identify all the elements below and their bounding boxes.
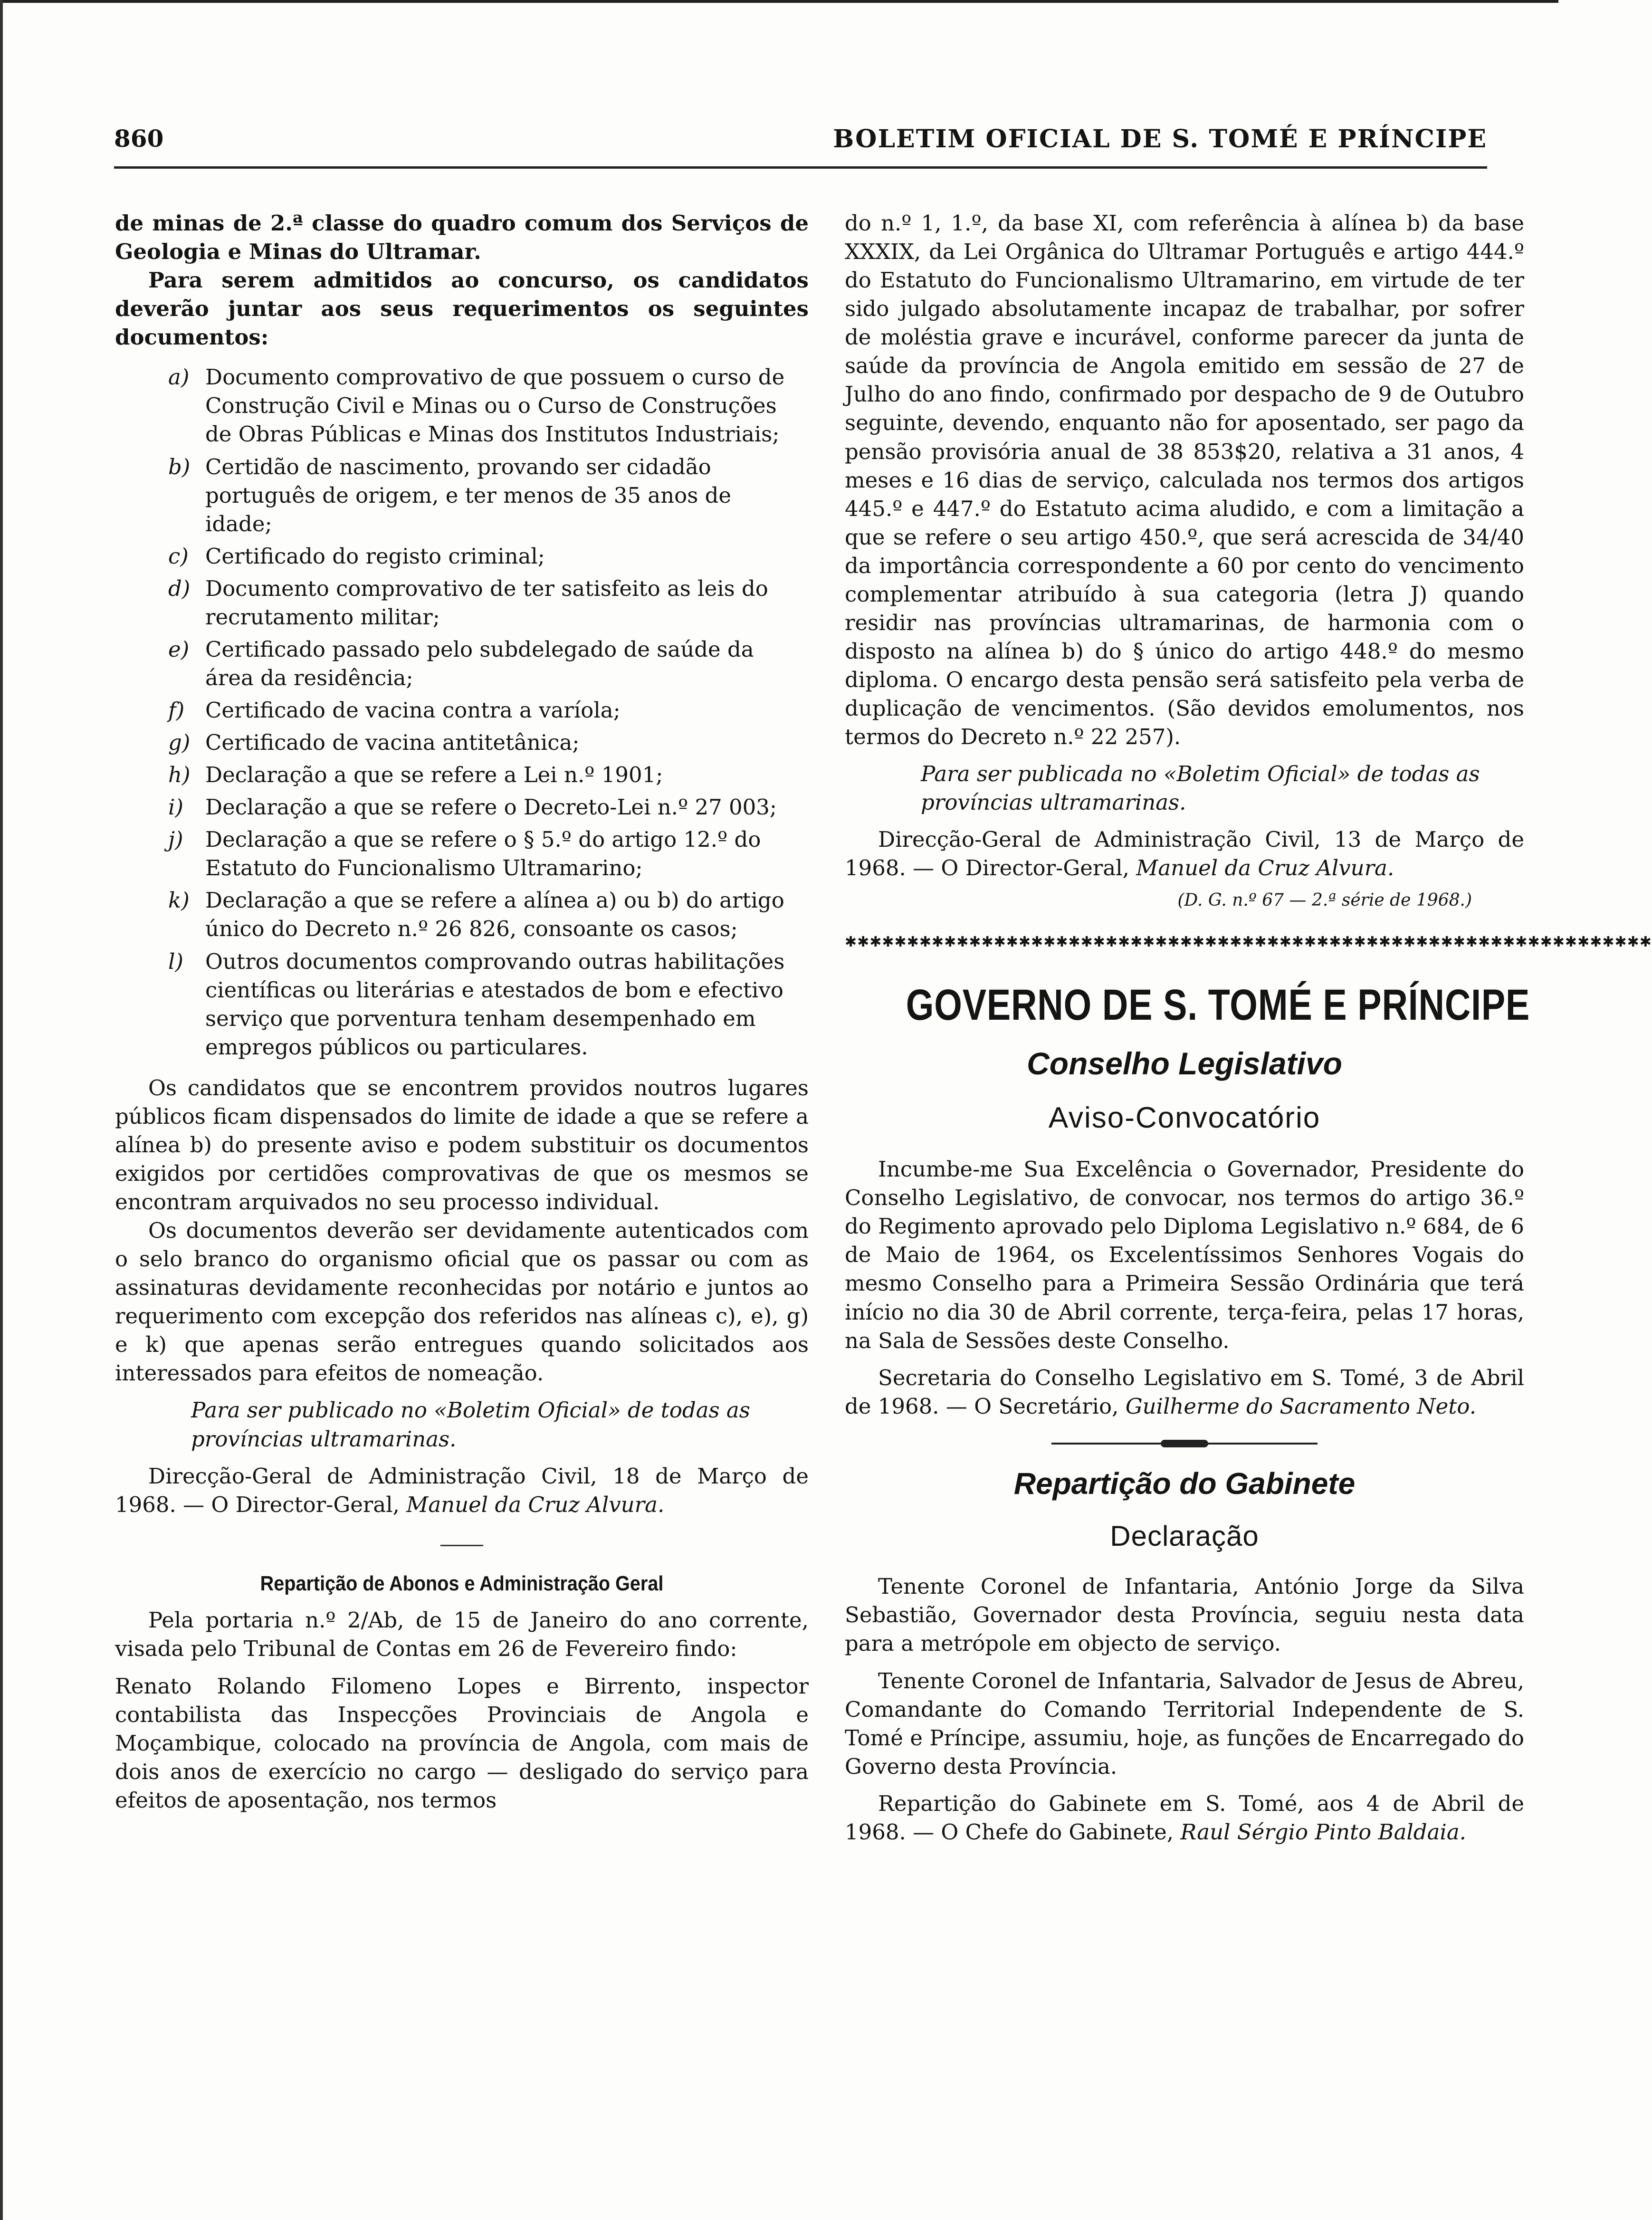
list-item: i) Declaração a que se refere o Decreto-Lei n.º 27 003;: [168, 794, 777, 820]
signatory-name: Manuel da Cruz Alvura.: [1136, 855, 1394, 881]
signature-block: Direcção-Geral de Administração Civil, 18 de Março de 1968. — O Director-Geral, Manuel da Cruz Alvura.: [115, 1463, 809, 1517]
journal-title: BOLETIM OFICIAL DE S. TOMÉ E PRÍNCIPE: [833, 124, 1487, 153]
signatory-name: Raul Sérgio Pinto Baldaia.: [1180, 1819, 1466, 1845]
scan-border-left: [0, 0, 3, 2220]
government-title: GOVERNO DE S. TOMÉ E PRÍNCIPE: [906, 980, 1530, 1029]
list-item: j) Declaração a que se refere o § 5.º do artigo 12.º do Estatuto do Funcionalismo Ultramarino;: [168, 827, 761, 881]
diario-citation: (D. G. n.º 67 — 2.ª série de 1968.): [1177, 890, 1472, 910]
continuation-paragraph: do n.º 1, 1.º, da base XI, com referência à alínea b) da base XXXIX, da Lei Orgânica do Ultramar Português e artigo 444.º do Estatuto do Funcionalismo Ultramarino, em virtude de ter sido julgado absolutamente incapaz de trabalhar, por sofrer de moléstia grave e incurável, conforme parecer da junta de saúde da província de Angola emitido em sessão de 27 de Julho do ano findo, confirmado por despacho de 9 de Outubro seguinte, devendo, enquanto não for aposentado, ser pago da pensão provisória anual de 38 853$20, relativa a 31 anos, 4 meses e 16 dias de serviço, calculada nos termos dos artigos 445.º e 447.º do Estatuto acima aludido, e com a limitação a que se refere o seu artigo 450.º, que será acrescida de 34/40 da importância correspondente a 60 por cento do vencimento complementar atribuído à sua categoria (letra J) quando residir nas províncias ultramarinas, de harmonia com o disposto na alínea b) do § único do artigo 448.º do mesmo diploma. O encargo desta pensão será satisfeito pela verba de duplicação de vencimentos. (São devidos emolumentos, nos termos do Decreto n.º 22 257).: [845, 211, 1524, 750]
list-item: h) Declaração a que se refere a Lei n.º 1901;: [168, 762, 663, 788]
signatory-name: Manuel da Cruz Alvura.: [406, 1492, 665, 1517]
section-divider: [1051, 1443, 1318, 1445]
list-item: l) Outros documentos comprovando outras habilitações científicas ou literárias e atestados de bom e efectivo serviço que porventura tenham desempenhado em empregos públicos ou particulares.: [168, 948, 785, 1060]
page-number: 860: [114, 124, 164, 153]
documents-paragraph: Para serem admitidos ao concurso, os candidatos deverão juntar aos seus requerimentos os seguintes documentos:: [115, 268, 809, 350]
renato-paragraph: Renato Rolando Filomeno Lopes e Birrento, inspector contabilista das Inspecções Provinciais de Angola e Moçambique, colocado na província de Angola, com mais de dois anos de exercício no cargo — desligado do serviço para efeitos de aposentação, nos termos: [115, 1673, 809, 1813]
list-item: b) Certidão de nascimento, provando ser cidadão português de origem, e ter menos de 35 anos de idade;: [168, 454, 732, 536]
right-column: [845, 209, 1652, 1847]
list-item: a) Documento comprovativo de que possuem o curso de Construção Civil e Minas ou o Curso de Construções de Obras Públicas e Minas dos Institutos Industriais;: [168, 364, 785, 447]
repartition-title: Repartição do Gabinete: [1013, 1466, 1356, 1501]
left-column: [115, 209, 809, 1815]
page-header: [114, 124, 1487, 163]
intro-paragraph: de minas de 2.ª classe do quadro comum dos Serviços de Geologia e Minas do Ultramar.: [115, 211, 809, 265]
aviso-title: Aviso-Convocatório: [1048, 1101, 1321, 1135]
star-divider: ✱✱✱✱✱✱✱✱✱✱✱✱✱✱✱✱✱✱✱✱✱✱✱✱✱✱✱✱✱✱✱✱✱✱✱✱✱✱✱✱✱✱✱✱✱✱✱✱✱✱✱✱✱✱✱✱✱✱✱✱✱✱✱✱✱: [845, 934, 1652, 951]
list-item: k) Declaração a que se refere a alínea a) ou b) do artigo único do Decreto n.º 26 826, consoante os casos;: [168, 888, 784, 942]
list-item: e) Certificado passado pelo subdelegado de saúde da área da residência;: [168, 636, 754, 690]
signature-block: Secretaria do Conselho Legislativo em S. Tomé, 3 de Abril de 1968. — O Secretário, Guilherme do Sacramento Neto.: [845, 1365, 1524, 1419]
list-item: g) Certificado de vacina antitetânica;: [168, 730, 580, 756]
signatory-name: Guilherme do Sacramento Neto.: [1125, 1393, 1477, 1419]
publish-note: Para ser publicada no «Boletim Oficial» de todas as províncias ultramarinas.: [921, 761, 1480, 815]
publish-note: Para ser publicado no «Boletim Oficial» de todas as províncias ultramarinas.: [191, 1397, 750, 1452]
header-rule: [114, 166, 1487, 169]
section-divider: [440, 1545, 483, 1551]
section-title: Repartição de Abonos e Administração Geral: [260, 1571, 664, 1595]
list-item: f) Certificado de vacina contra a varíola;: [168, 698, 621, 723]
document-list: [115, 363, 809, 1061]
declaration-title: Declaração: [1110, 1520, 1259, 1552]
providos-paragraph: Os candidatos que se encontrem providos noutros lugares públicos ficam dispensados do limite de idade a que se refere a alínea b) do presente aviso e podem substituir os documentos exigidos por certidões comprovativas de que os mesmos se encontram arquivados no seu processo individual.: [115, 1075, 809, 1215]
declaration-paragraph: Tenente Coronel de Infantaria, António Jorge da Silva Sebastião, Governador desta Província, seguiu nesta data para a metrópole em objecto de serviço.: [845, 1574, 1524, 1656]
list-item: c) Certificado do registo criminal;: [168, 543, 545, 569]
portaria-paragraph: Pela portaria n.º 2/Ab, de 15 de Janeiro do ano corrente, visada pelo Tribunal de Contas em 26 de Fevereiro findo:: [115, 1608, 809, 1662]
council-title: Conselho Legislativo: [1027, 1046, 1342, 1081]
signature-block: Direcção-Geral de Administração Civil, 13 de Março de 1968. — O Director-Geral, Manuel da Cruz Alvura.: [845, 827, 1524, 881]
list-item: d) Documento comprovativo de ter satisfeito as leis do recrutamento militar;: [168, 575, 768, 630]
scan-border-top: [0, 0, 1558, 3]
autenticados-paragraph: Os documentos deverão ser devidamente autenticados com o selo branco do organismo oficial que os passar ou com as assinaturas devidamente reconhecidas por notário e juntos ao requerimento com excepção dos referidos nas alíneas c), e), g) e k) que apenas serão entregues quando solicitados aos interessados para efeitos de nomeação.: [115, 1218, 809, 1386]
signature-block: Repartição do Gabinete em S. Tomé, aos 4 de Abril de 1968. — O Chefe do Gabinete, Raul Sérgio Pinto Baldaia.: [845, 1790, 1524, 1845]
declaration-paragraph: Tenente Coronel de Infantaria, Salvador de Jesus de Abreu, Comandante do Comando Territorial Independente de S. Tomé e Príncipe, assumiu, hoje, as funções de Encarregado do Governo desta Província.: [845, 1668, 1524, 1779]
aviso-paragraph: Incumbe-me Sua Excelência o Governador, Presidente do Conselho Legislativo, de convocar, nos termos do artigo 36.º do Regimento aprovado pelo Diploma Legislativo n.º 684, de 6 de Maio de 1964, os Excelentíssimos Senhores Vogais do mesmo Conselho para a Primeira Sessão Ordinária que terá início no dia 30 de Abril corrente, terça-feira, pelas 17 horas, na Sala de Sessões deste Conselho.: [845, 1157, 1524, 1353]
